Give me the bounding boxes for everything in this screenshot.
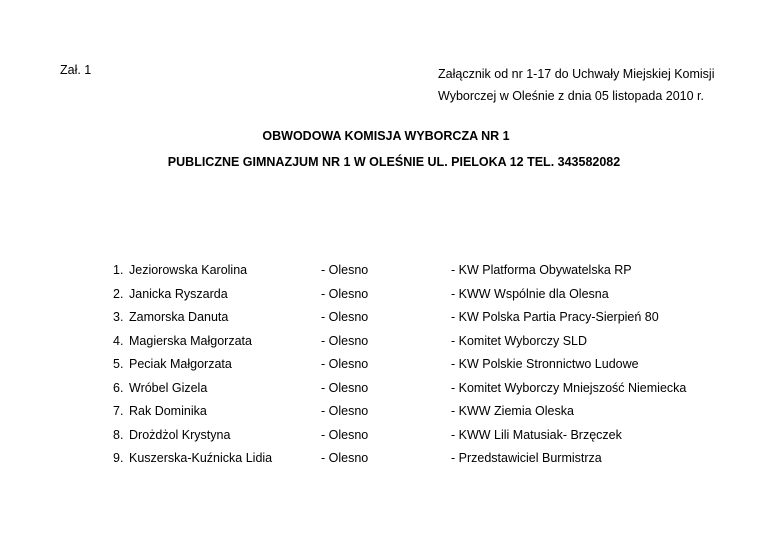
member-name: Wróbel Gizela (129, 380, 208, 395)
member-city: - Olesno (321, 380, 369, 395)
member-committee: - KWW Lili Matusiak- Brzęczek (451, 427, 622, 442)
member-committee: - Komitet Wyborczy SLD (451, 333, 588, 348)
member-name: Drożdżol Krystyna (129, 427, 231, 442)
member-committee: - Komitet Wyborczy Mniejszość Niemiecka (451, 380, 687, 395)
member-name: Peciak Małgorzata (129, 357, 232, 371)
attachment-description-line1: Załącznik od nr 1-17 do Uchwały Miejskiej Komisji (438, 67, 715, 81)
member-city: - Olesno (321, 357, 369, 371)
attachment-description-line2: Wyborczej w Oleśnie z dnia 05 listopada 2010 r. (438, 89, 705, 103)
member-committee: - KWW Wspólnie dla Olesna (451, 286, 609, 301)
member-committee: - KWW Ziemia Oleska (451, 404, 574, 418)
member-committee: - KW Platforma Obywatelska RP (451, 263, 632, 277)
member-city: - Olesno (321, 404, 369, 418)
member-committee: - Przedstawiciel Burmistrza (451, 451, 602, 465)
committee-location: PUBLICZNE GIMNAZJUM NR 1 W OLEŚNIE UL. PIELOKA 12 TEL. 343582082 (167, 155, 621, 169)
member-name: Magierska Małgorzata (129, 333, 252, 348)
member-name: Kuszerska-Kuźnicka Lidia (129, 451, 273, 465)
member-city: - Olesno (321, 263, 369, 277)
member-number: 4. (113, 333, 124, 348)
member-name: Zamorska Danuta (129, 310, 229, 324)
member-number: 2. (113, 286, 124, 301)
member-name: Rak Dominika (129, 404, 207, 418)
attachment-label: Zał. 1 (60, 63, 92, 77)
member-number: 6. (113, 380, 124, 395)
member-committee: - KW Polskie Stronnictwo Ludowe (451, 357, 639, 371)
member-number: 5. (113, 357, 124, 371)
member-city: - Olesno (321, 286, 369, 301)
member-number: 1. (113, 263, 124, 277)
member-name: Janicka Ryszarda (129, 286, 228, 301)
member-name: Jeziorowska Karolina (129, 263, 248, 277)
member-city: - Olesno (321, 451, 369, 465)
member-city: - Olesno (321, 333, 369, 348)
member-number: 9. (113, 451, 124, 465)
member-city: - Olesno (321, 427, 369, 442)
member-number: 7. (113, 404, 124, 418)
attachment-description (438, 63, 715, 107)
member-city: - Olesno (321, 310, 369, 324)
committee-title: OBWODOWA KOMISJA WYBORCZA NR 1 (262, 129, 510, 143)
member-number: 8. (113, 427, 124, 442)
member-number: 3. (113, 310, 124, 324)
member-committee: - KW Polska Partia Pracy-Sierpień 80 (451, 310, 659, 324)
